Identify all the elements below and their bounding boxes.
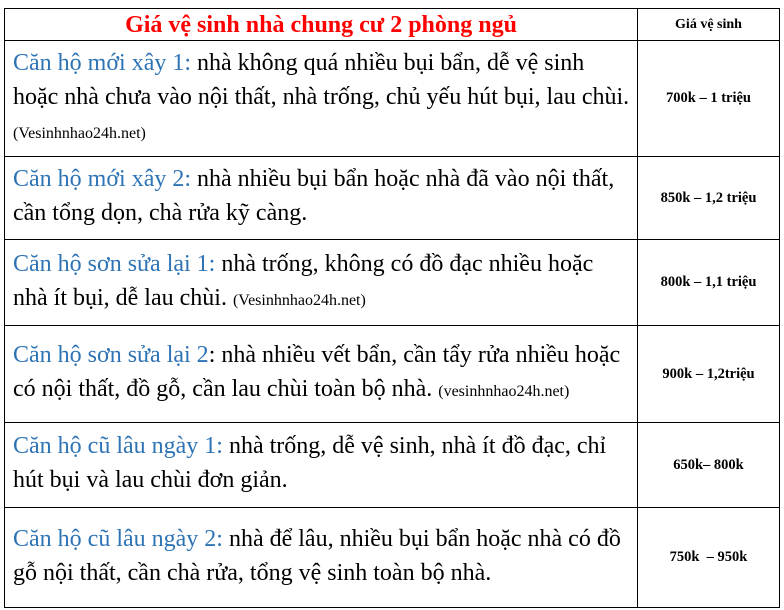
apartment-type-label: Căn hộ sơn sửa lại 1:	[13, 250, 216, 277]
description-cell	[5, 508, 638, 608]
source-note: (vesinhnhao24h.net)	[438, 383, 570, 400]
price-cell: 650k– 800k	[638, 423, 780, 508]
apartment-type-label: Căn hộ sơn sửa lại 2	[13, 342, 209, 368]
price-column-header: Giá vệ sinh	[638, 9, 780, 41]
description-text: nhà để lâu, nhiều bụi bẩn hoặc nhà có đồ gỗ nội thất, cần chà rửa, tổng vệ sinh toàn bộ nhà.	[13, 525, 621, 586]
table-row	[5, 326, 780, 423]
table-row	[5, 240, 780, 326]
table-header-row	[5, 9, 780, 41]
apartment-type-label: Căn hộ cũ lâu ngày 2:	[13, 525, 223, 552]
description-text: nhà trống, không có đồ đạc nhiều hoặc nhà ít bụi, dễ lau chùi.	[13, 250, 594, 311]
description-cell	[5, 240, 638, 326]
table-title: Giá vệ sinh nhà chung cư 2 phòng ngủ	[5, 9, 638, 41]
description-text: : nhà nhiều vết bẩn, cần tẩy rửa nhiều hoặc có nội thất, đồ gỗ, cần lau chùi toàn bộ nhà.	[13, 342, 621, 402]
price-cell: 700k – 1 triệu	[638, 41, 780, 157]
description-text: nhà trống, dễ vệ sinh, nhà ít đồ đạc, chỉ hút bụi và lau chùi đơn giản.	[13, 433, 607, 493]
description-cell	[5, 41, 638, 157]
table-row	[5, 423, 780, 508]
source-note: (Vesinhnhao24h.net)	[232, 291, 366, 309]
source-note: (Vesinhnhao24h.net)	[13, 124, 146, 142]
table-row	[5, 157, 780, 240]
price-cell: 750k – 950k	[638, 508, 780, 608]
apartment-type-label: Căn hộ cũ lâu ngày 1:	[13, 433, 223, 459]
table-row	[5, 41, 780, 157]
price-cell: 800k – 1,1 triệu	[638, 240, 780, 326]
description-text: nhà không quá nhiều bụi bẩn, dễ vệ sinh hoặc nhà chưa vào nội thất, nhà trống, chủ yếu hút bụi, lau chùi.	[13, 49, 630, 110]
description-text: nhà nhiều bụi bẩn hoặc nhà đã vào nội thất, cần tổng dọn, chà rửa kỹ càng.	[13, 166, 615, 226]
table-row	[5, 508, 780, 608]
price-cell: 850k – 1,2 triệu	[638, 157, 780, 240]
apartment-type-label: Căn hộ mới xây 1:	[13, 49, 192, 76]
price-table	[4, 8, 780, 608]
description-cell	[5, 157, 638, 240]
apartment-type-label: Căn hộ mới xây 2:	[13, 166, 192, 192]
price-cell: 900k – 1,2triệu	[638, 326, 780, 423]
description-cell	[5, 423, 638, 508]
description-cell	[5, 326, 638, 423]
